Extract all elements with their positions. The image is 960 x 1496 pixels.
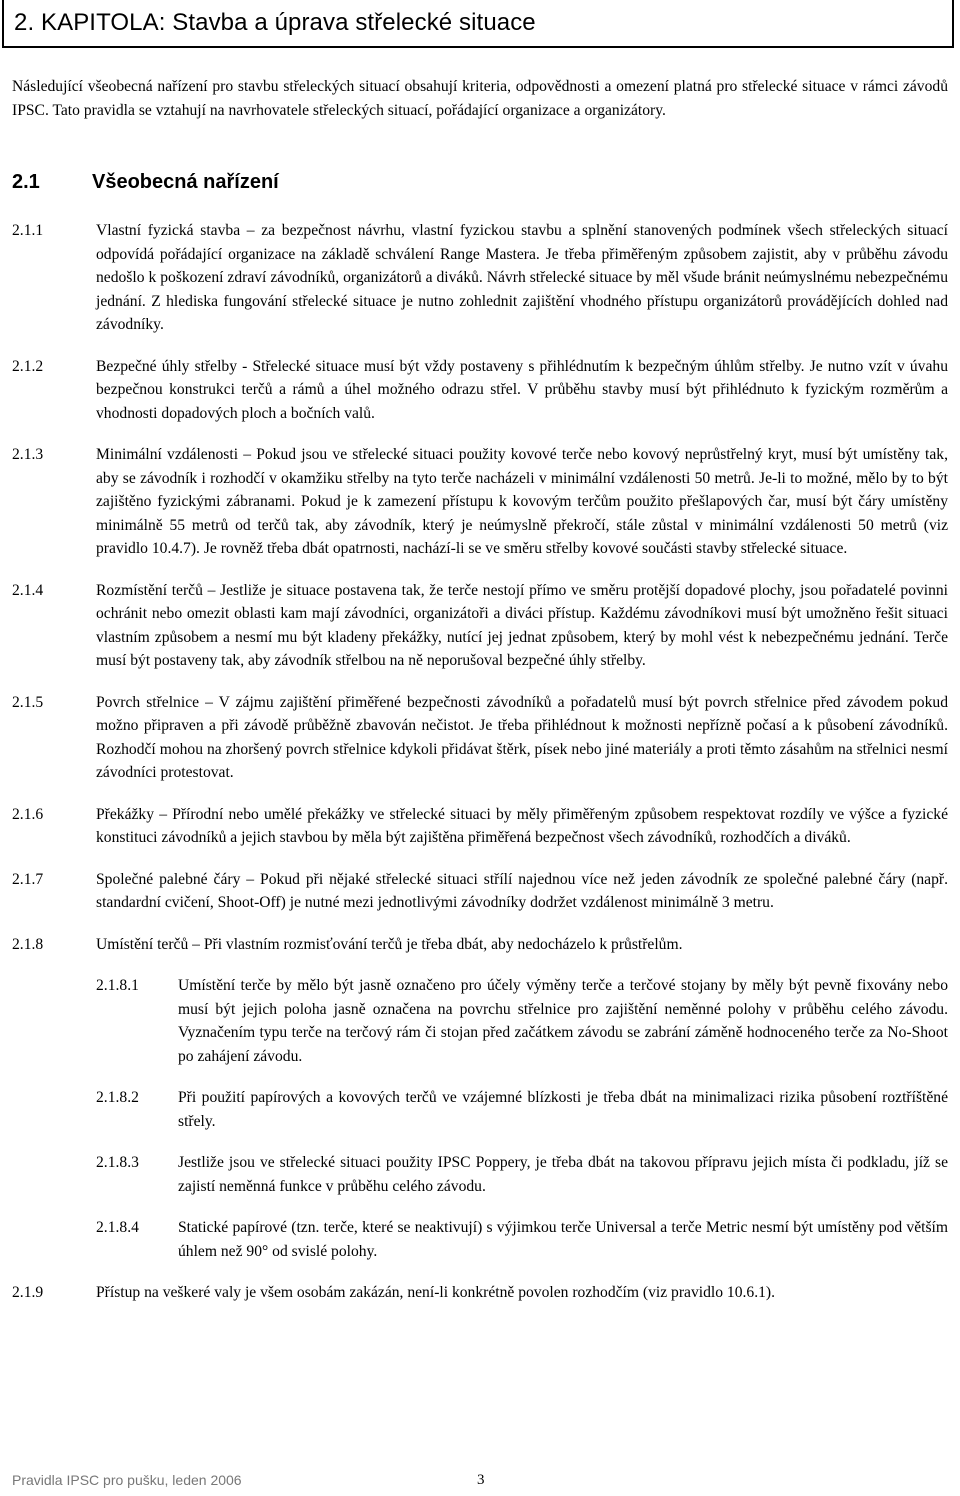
sub-rule-number: 2.1.8.3 [96,1154,139,1171]
rule-item [12,219,948,337]
sub-rule-text: Při použití papírových a kovových terčů ve vzájemné blízkosti je třeba dbát na minimalizaci rizika působení roztříštěné střely. [178,1089,948,1130]
sub-rule-text: Statické papírové (tzn. terče, které se neaktivují) s výjimkou terče Universal a terče Metric nesmí být umístěny pod větším úhlem než 90° od svislé polohy. [178,1219,948,1260]
rule-text: Společné palebné čáry – Pokud při nějaké střelecké situaci střílí najednou více než jeden závodník ze společné palebné čáry (např. standardní cvičení, Shoot-Off) je nutné mezi jednotlivými závodníky dodržet vzdálenost minimálně 3 metru. [96,870,948,911]
rule-item [12,803,948,850]
rule-text: Umístění terčů – Při vlastním rozmisťování terčů je třeba dbát, aby nedocházelo k průstřelům. [96,935,683,953]
rule-list [12,219,948,1323]
rule-item [12,868,948,915]
rule-text: Přístup na veškeré valy je všem osobám zakázán, není-li konkrétně povolen rozhodčím (viz pravidlo 10.6.1). [96,1284,775,1301]
page-number: 3 [477,1472,485,1488]
sub-rule-item [12,1216,948,1263]
intro-paragraph: Následující všeobecná nařízení pro stavbu střeleckých situací obsahují kriteria, odpovědnosti a omezení platná pro střelecké situace v rámci závodů IPSC. Tato pravidla se vztahují na navrhovatele střeleckých situací, pořádající organizace a organizátory. [12,78,948,119]
page-footer [12,1472,948,1488]
rule-item [12,443,948,561]
sub-rule-item [12,1086,948,1133]
sub-rule-item [12,974,948,1068]
rule-item [12,933,948,957]
sub-rule-item [12,1151,948,1198]
sub-rule-number: 2.1.8.2 [96,1089,139,1106]
section-title: Všeobecná nařízení [92,171,279,193]
rule-text: Vlastní fyzická stavba – za bezpečnost návrhu, vlastní fyzickou stavbu a splnění stanovených podmínek všech střeleckých situací odpovídá pořádající organizace na základě schválení Range Mastera. Je třeba přiměřeným způsobem zajistit, aby v průběhu závodu nedošlo k poškození zdraví závodníků, organizátorů a diváků. Návrh střelecké situace by měl všude bránit neúmyslnému nebezpečnému jednání. Z hlediska fungování střelecké situace je nutno zohlednit zajištění vhodného přístupu organizátorů provádějících dohled nad závodníky. [96,222,948,333]
rule-item [12,355,948,426]
rule-text: Povrch střelnice – V zájmu zajištění přiměřené bezpečnosti závodníků a pořadatelů musí být povrch střelnice před závodem pokud možno připraven a při závodě průběžně zbavován nečistot. Je třeba přihlédnout k možnosti nepřízně počasí a k působení závodníků. Rozhodčí mohou na zhoršený povrch střelnice kdykoli přidávat štěrk, písek nebo jiné materiály a proti těmto zásahům na střelnici nesmí závodníci protestovat. [96,693,948,781]
rule-text: Minimální vzdálenosti – Pokud jsou ve střelecké situaci použity kovové terče nebo kovový neprůstřelný kryt, musí být umístěny tak, aby se závodník i rozhodčí v okamžiku střelby na tyto terče nacházeli v minimální vzdálenosti 50 metrů. Je-li to možné, mělo by to být zajištěno fyzickými zábranami. Pokud je k zamezení přístupu k kovovým terčům použito přešlapových čar, musí být čáry umístěny minimálně 55 metrů od terčů tak, aby závodník, který je neúmyslně překročí, stále zůstal v minimální vzdálenosti 50 metrů (viz pravidlo 10.4.7). Je rovněž třeba dbát opatrnosti, nachází-li se ve směru střelby kovové součásti stavby střelecké situace. [96,446,948,557]
rule-text: Rozmístění terčů – Jestliže je situace postavena tak, že terče nestojí přímo ve směru protější dopadové plochy, jsou pořadatelé povinni ochránit nebo omezit oblasti kam mají závodníci, organizátoři a diváci přístup. Každému závodníkovi musí být umožněno řešit situaci vlastním způsobem a nesmí mu být kladeny překážky, nutící jej jednat způsobem, který by mohl vést k nebezpečnému jednání. Terče musí být postaveny tak, aby závodník střelbou na ně neporušoval bezpečné úhly střelby. [96,581,948,669]
rule-number: 2.1.3 [12,446,44,463]
rule-number: 2.1.8 [12,935,44,953]
rule-text: Bezpečné úhly střelby - Střelecké situace musí být vždy postaveny s přihlédnutím k bezpečným úhlům střelby. Je nutno vzít v úvahu bezpečnou konstrukci terčů a rámů a úhel možného odrazu střel. V průběhu stavby musí být přihlédnuto k fyzickým rozměrům a vhodnosti dopadových ploch a bočních valů. [96,357,948,422]
sub-rule-text: Jestliže jsou ve střelecké situaci použity IPSC Poppery, je třeba dbát na takovou přípravu jejich místa či podkladu, jíž se zajistí neměnná funkce v průběhu celého závodu. [178,1154,948,1195]
rule-item [12,579,948,673]
sub-rule-text: Umístění terče by mělo být jasně označeno pro účely výměny terče a terčové stojany by měly být pevně fixovány nebo musí být jejich poloha jasně označena na povrchu střelnice pro zajištění neměnné polohy v průběhu celého závodu. Vyznačením typu terče na terčový rám či stojan před začátkem závodu se zabrání záměně hodnoceného terče za No-Shoot po zahájení závodu. [178,977,948,1065]
footer-text: Pravidla IPSC pro pušku, leden 2006 [12,1472,242,1488]
rule-item [12,691,948,785]
rule-number: 2.1.5 [12,693,44,711]
section-heading [12,171,279,194]
chapter-title: 2. KAPITOLA: Stavba a úprava střelecké situace [14,9,536,36]
sub-rule-number: 2.1.8.4 [96,1219,139,1236]
chapter-title-box [2,0,954,48]
sub-rule-number: 2.1.8.1 [96,977,139,994]
rule-number: 2.1.6 [12,805,44,823]
rule-number: 2.1.4 [12,581,44,599]
rule-number: 2.1.1 [12,222,44,239]
rule-text: Překážky – Přírodní nebo umělé překážky ve střelecké situaci by měly přiměřeným způsobem respektovat rozdíly ve výšce a fyzické konstituci závodníků a jejich stavbou by měla být zajištěna přiměřená bezpečnost všech závodníků, rozhodčích a diváků. [96,805,948,846]
rule-number: 2.1.9 [12,1284,44,1301]
rule-number: 2.1.7 [12,870,44,888]
rule-number: 2.1.2 [12,357,44,375]
section-number: 2.1 [12,171,40,193]
rule-item [12,1281,948,1305]
